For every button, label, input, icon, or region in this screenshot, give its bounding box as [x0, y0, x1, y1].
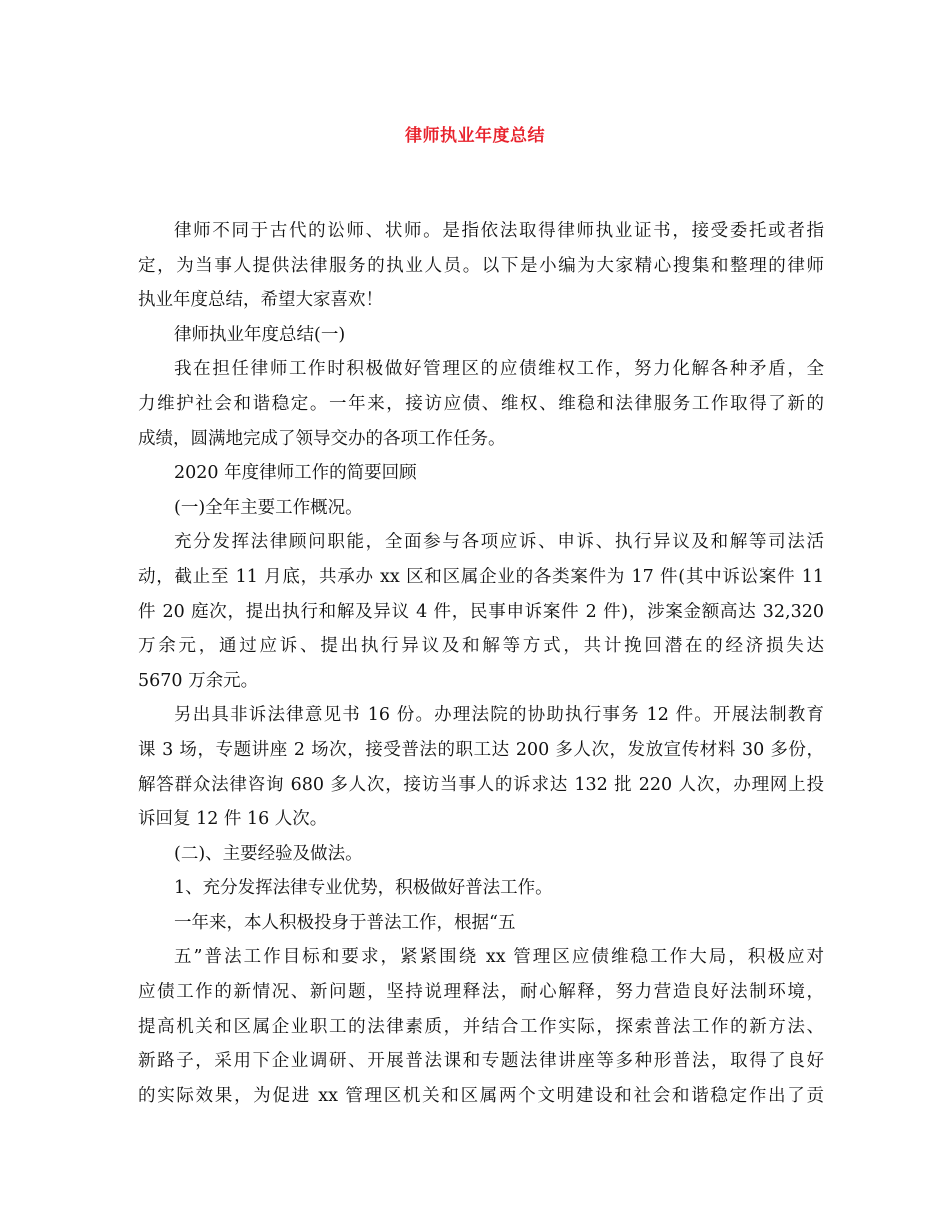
text-line: (一)全年主要工作概况。 — [174, 497, 363, 518]
text-line: 解答群众法律咨询 680 多人次，接访当事人的诉求达 132 批 220 人次，办理网上投 — [138, 774, 824, 795]
text-line: 新路子，采用下企业调研、开展普法课和专题法律讲座等多种形普法，取得了良好 — [138, 1051, 824, 1072]
text-line: 充分发挥法律顾问职能，全面参与各项应诉、申诉、执行异议及和解等司法活 — [174, 532, 824, 553]
text-line: 提高机关和区属企业职工的法律素质，并结合工作实际，探索普法工作的新方法、 — [138, 1016, 824, 1037]
text-line: 的实际效果，为促进 xx 管理区机关和区属两个文明建设和社会和谐稳定作出了贡 — [138, 1085, 824, 1106]
text-line: 应债工作的新情况、新问题，坚持说理释法，耐心解释，努力营造良好法制环境， — [138, 982, 824, 1003]
text-line: 执业年度总结，希望大家喜欢！ — [138, 290, 383, 311]
text-line: (二)、主要经验及做法。 — [174, 843, 363, 864]
text-line: 一年来，本人积极投身于普法工作，根据“五 — [174, 912, 516, 933]
text-line: 律师不同于古代的讼师、状师。是指依法取得律师执业证书，接受委托或者指 — [174, 221, 824, 241]
text-line: 诉回复 12 件 16 人次。 — [138, 809, 328, 830]
text-line: 力维护社会和谐稳定。一年来，接访应债、维权、维稳和法律服务工作取得了新的 — [138, 393, 824, 414]
text-line: 另出具非诉法律意见书 16 份。办理法院的协助执行事务 12 件。开展法制教育 — [174, 705, 824, 726]
document-body — [138, 214, 824, 1113]
document-title: 律师执业年度总结 — [405, 126, 545, 146]
text-line: 五”普法工作目标和要求，紧紧围绕 xx 管理区应债维稳工作大局，积极应对 — [174, 947, 824, 968]
text-line: 成绩，圆满地完成了领导交办的各项工作任务。 — [138, 428, 506, 449]
text-line: 我在担任律师工作时积极做好管理区的应债维权工作，努力化解各种矛盾，全 — [174, 359, 824, 380]
text-line: 课 3 场，专题讲座 2 场次，接受普法的职工达 200 多人次，发放宣传材料 30 多份， — [138, 739, 824, 760]
text-line: 万余元，通过应诉、提出执行异议及和解等方式，共计挽回潜在的经济损失达 — [138, 636, 824, 657]
text-line: 件 20 庭次，提出执行和解及异议 4 件，民事申诉案件 2 件)，涉案金额高达 32,320 — [138, 601, 824, 622]
text-line: 律师执业年度总结(一) — [174, 324, 346, 345]
text-line: 5670 万余元。 — [138, 670, 259, 691]
text-line: 1、充分发挥法律专业优势，积极做好普法工作。 — [174, 878, 553, 899]
text-line: 2020 年度律师工作的简要回顾 — [174, 463, 417, 484]
text-line: 定，为当事人提供法律服务的执业人员。以下是小编为大家精心搜集和整理的律师 — [138, 255, 824, 276]
text-line: 动，截止至 11 月底，共承办 xx 区和区属企业的各类案件为 17 件(其中诉讼案件 11 — [138, 566, 824, 587]
